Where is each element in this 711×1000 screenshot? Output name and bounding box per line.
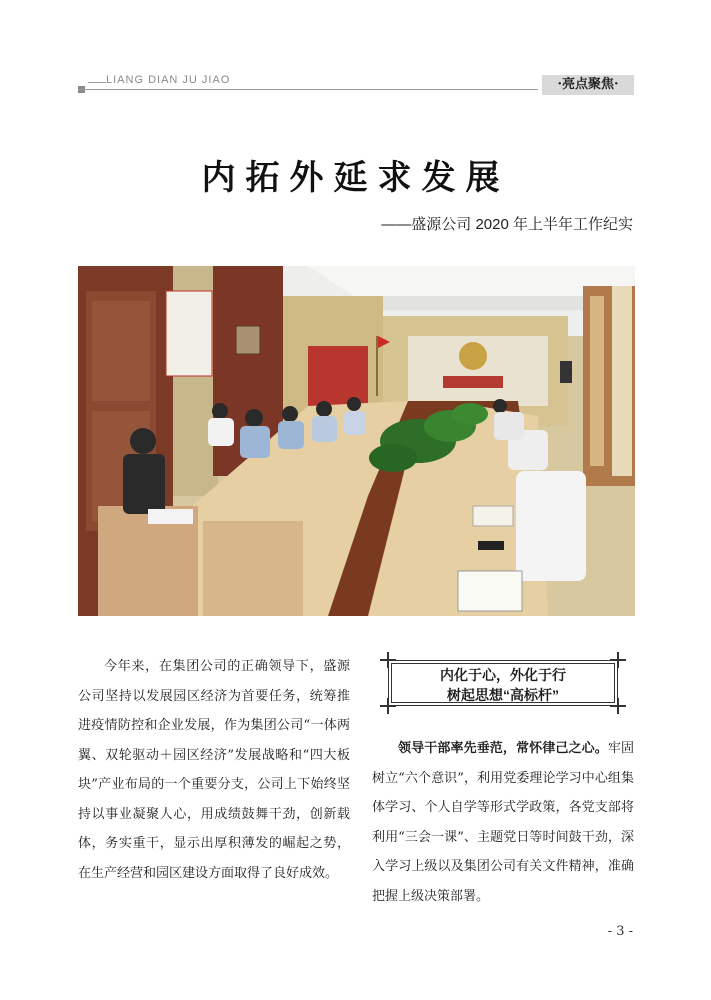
intro-column (78, 652, 350, 888)
intro-paragraph: 今年来，在集团公司的正确领导下，盛源公司坚持以发展园区经济为首要任务，统筹推进疫情防控和企业发展，作为集团公司“一体两翼、双轮驱动＋园区经济”发展战略和“四大板块”产业布局的一个重要分支，公司上下始终坚持以事业凝聚人心，用成绩鼓舞干劲，创新载体，务实重干，显示出厚积薄发的崛起之势，在生产经营和园区建设方面取得了良好成效。 (78, 659, 350, 881)
article-subtitle: ——盛源公司 2020 年上半年工作纪实 (381, 216, 633, 233)
section-heading-line1: 内化于心，外化于行 (440, 667, 566, 683)
page-number: - 3 - (607, 924, 633, 939)
section-tag: ·亮点聚焦· (542, 75, 634, 95)
header-rule (78, 89, 538, 90)
section1-body: 牢固树立“六个意识”，利用党委理论学习中心组集体学习、个人自学等形式学政策，各党支部将利用“三会一课”、主题党日等时间鼓干劲，深入学习上级以及集团公司有关文件精神，准确把握上级决策部署。 (372, 741, 634, 904)
section-heading-line2: 树起思想“高标杆” (447, 687, 559, 703)
section1-paragraph (372, 734, 634, 911)
section1-column (372, 734, 634, 911)
article-title: 内拓外延求发展 (201, 158, 510, 198)
meeting-photo (78, 266, 635, 616)
header-short-rule (88, 82, 106, 83)
section1-lead: 领导干部率先垂范，常怀律己之心。 (398, 741, 608, 756)
section-heading-frame (372, 652, 634, 714)
running-title: LIANG DIAN JU JIAO (106, 74, 231, 86)
